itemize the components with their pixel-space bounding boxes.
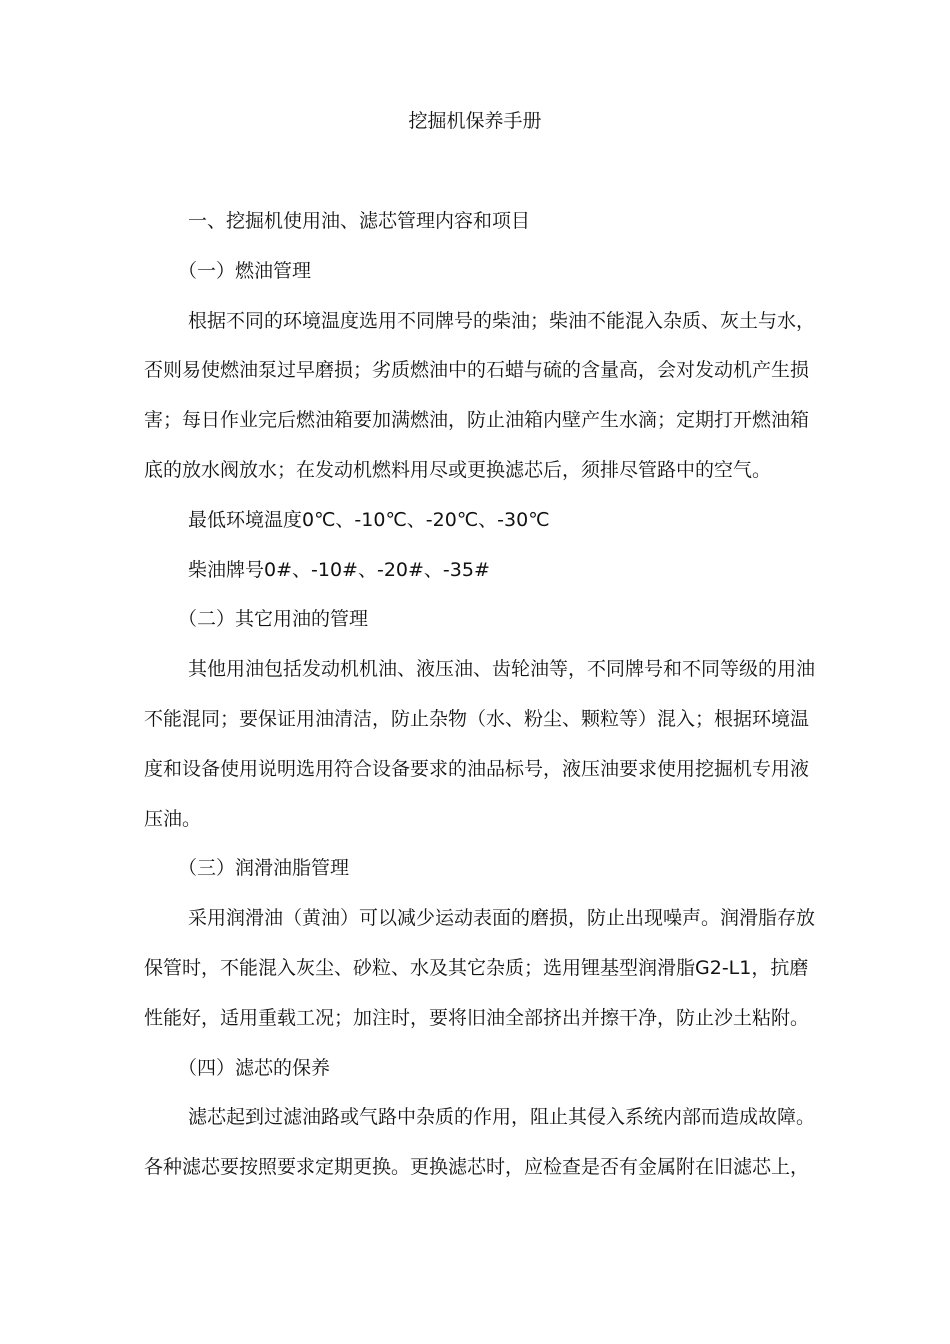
- temperature-line: 最低环境温度0℃、-10℃、-20℃、-30℃: [188, 508, 550, 531]
- paragraph-line: 保管时，不能混入灰尘、砂粒、水及其它杂质；选用锂基型润滑脂G2-L1，抗磨: [144, 956, 809, 979]
- paragraph-line: 不能混同；要保证用油清洁，防止杂物（水、粉尘、颗粒等）混入；根据环境温: [144, 707, 810, 730]
- document-body: [144, 197, 819, 1193]
- subsection-heading: （三）润滑油脂管理: [178, 857, 350, 880]
- subsection-heading: （一）燃油管理: [178, 259, 312, 282]
- diesel-grade-line: 柴油牌号0#、-10#、-20#、-35#: [188, 558, 490, 581]
- paragraph-line: 根据不同的环境温度选用不同牌号的柴油；柴油不能混入杂质、灰土与水，: [188, 309, 816, 332]
- paragraph-line: 度和设备使用说明选用符合设备要求的油品标号，液压油要求使用挖掘机专用液: [144, 757, 810, 780]
- paragraph-line: 滤芯起到过滤油路或气路中杂质的作用，阻止其侵入系统内部而造成故障。: [188, 1106, 816, 1129]
- paragraph-line: 害；每日作业完后燃油箱要加满燃油，防止油箱内壁产生水滴；定期打开燃油箱: [144, 409, 810, 432]
- paragraph-line: 压油。: [144, 807, 202, 830]
- paragraph-line: 各种滤芯要按照要求定期更换。更换滤芯时，应检查是否有金属附在旧滤芯上，: [144, 1156, 810, 1179]
- paragraph-line: 采用润滑油（黄油）可以减少运动表面的磨损，防止出现噪声。润滑脂存放: [188, 907, 816, 930]
- document-title: 挖掘机保养手册: [408, 110, 542, 132]
- paragraph-line: 底的放水阀放水；在发动机燃料用尽或更换滤芯后，须排尽管路中的空气。: [144, 458, 772, 481]
- subsection-heading: （四）滤芯的保养: [178, 1056, 331, 1079]
- subsection-heading: （二）其它用油的管理: [178, 608, 369, 631]
- paragraph-line: 性能好，适用重载工况；加注时，要将旧油全部挤出并擦干净，防止沙土粘附。: [144, 1006, 810, 1029]
- section-heading: 一、挖掘机使用油、滤芯管理内容和项目: [188, 210, 531, 232]
- paragraph-line: 其他用油包括发动机机油、液压油、齿轮油等，不同牌号和不同等级的用油: [188, 658, 816, 681]
- paragraph-line: 否则易使燃油泵过早磨损；劣质燃油中的石蜡与硫的含量高，会对发动机产生损: [144, 359, 810, 382]
